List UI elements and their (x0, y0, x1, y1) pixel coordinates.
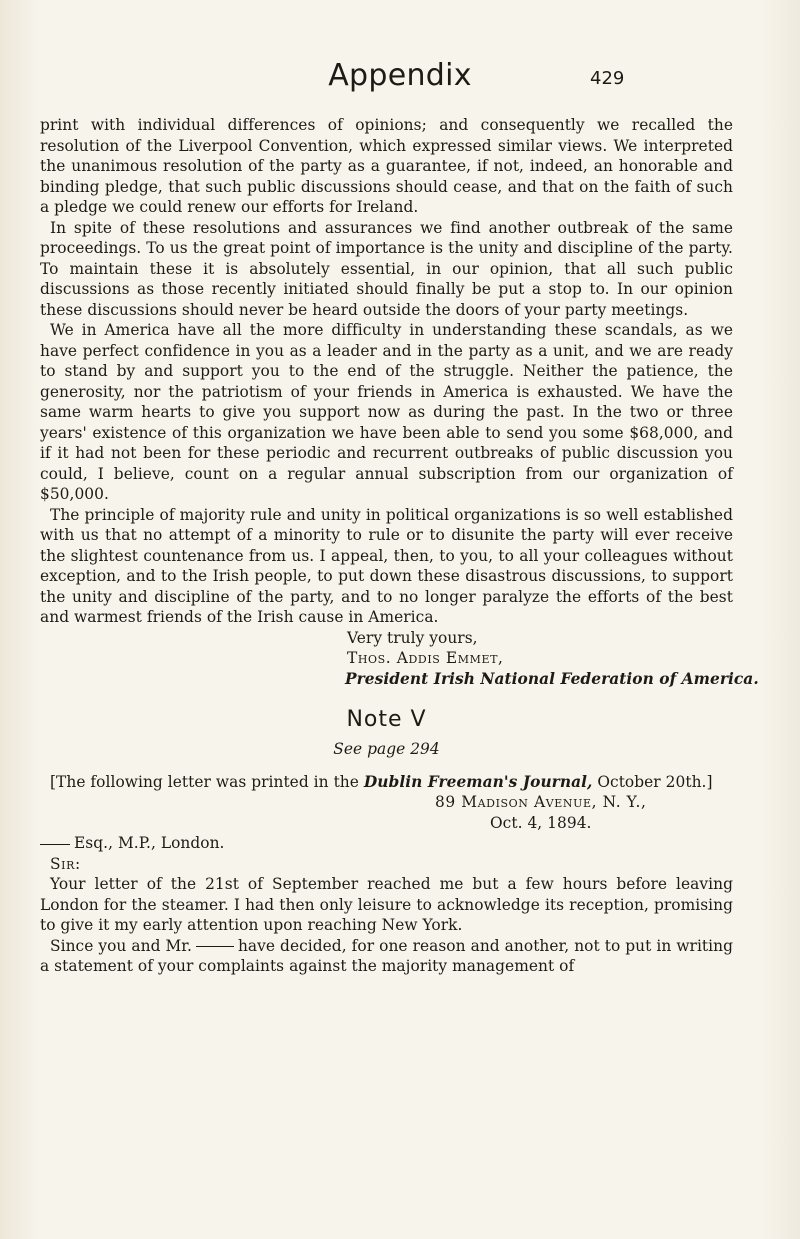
paragraph-america: We in America have all the more difficulty in understanding these scandals, as we have perfect confidence in you as a leader and in the party as a unit, and we are ready to stand by and support you to the end of the struggle. Neither the patience, the generosity, nor the patriotism of your friends in America is exhausted. We have the same warm hearts to give you support now as during the past. In the two or three years' existence of this organization we have been able to send you some $68,000, and if it had not been for these periodic and recurrent outbreaks of public discussion you could, I believe, count on a regular annual subscription from our organization of $50,000. (40, 321, 733, 503)
signatory-title: President Irish National Federation of America. (345, 669, 759, 688)
paragraph-majority-rule: The principle of majority rule and unity in political organizations is so well established with us that no attempt of a minority to rule or to disunite the party will ever receive the slightest countenance from us. I appeal, then, to you, to all your colleagues without exception, and to the Irish people, to put down these disastrous discussions, to support the unity and discipline of the party, and to no longer paralyze the efforts of the best and warmest friends of the Irish cause in America. (40, 505, 733, 626)
page-number: 429 (590, 68, 625, 89)
note-intro (40, 772, 733, 793)
valediction: Very truly yours, (347, 628, 478, 647)
letter-address-block (435, 792, 733, 833)
running-head-title: Appendix (328, 58, 472, 93)
note-paragraph-1: Your letter of the 21st of September reached me but a few hours before leaving London for the steamer. I had then only leisure to acknowledge its reception, promising to give it my early attention upon reaching New York. (40, 875, 733, 934)
name-omitted-dash (196, 946, 234, 947)
note-intro-after: October 20th.] (592, 772, 713, 791)
note-p2-before: Since you and Mr. (50, 936, 192, 955)
note-intro-before: [The following letter was printed in the (50, 772, 364, 791)
salutation: Sir: (50, 854, 81, 873)
paragraph-continuation: print with individual differences of opinions; and consequently we recalled the resolution of the Liverpool Convention, which expressed similar views. We interpreted the unanimous resolution of the party as a guarantee, if not, indeed, an honorable and binding pledge, that such public discussions should cease, and that on the faith of such a pledge we could renew our efforts for Ireland. (40, 116, 733, 216)
signatory-name: Thos. Addis Emmet, (347, 649, 504, 667)
recipient-line (40, 833, 733, 854)
page-body (40, 115, 759, 977)
note-heading: Note V (346, 707, 427, 732)
page-header (0, 58, 800, 108)
paragraph-resolutions: In spite of these resolutions and assurances we find another outbreak of the same proceedings. To us the great point of importance is the unity and discipline of the party. To maintain these it is absolutely essential, in our opinion, that all such public discussions as those recently initiated should finally be put a stop to. In our opinion these discussions should never be heard outside the doors of your party meetings. (40, 218, 733, 319)
name-omitted-dash (40, 844, 70, 845)
letter-closing (345, 628, 759, 690)
recipient: Esq., M.P., London. (74, 834, 225, 852)
sender-address: 89 Madison Avenue, N. Y., (435, 793, 647, 811)
letter-date: Oct. 4, 1894. (490, 813, 592, 832)
note-paragraph-2 (40, 936, 733, 977)
publication-name: Dublin Freeman's Journal, (363, 772, 593, 791)
see-page-reference: See page 294 (333, 740, 440, 758)
note-p2-after: have decided, for one reason and another, not to put in writing a statement of your complaints against the majority management of (40, 936, 733, 975)
